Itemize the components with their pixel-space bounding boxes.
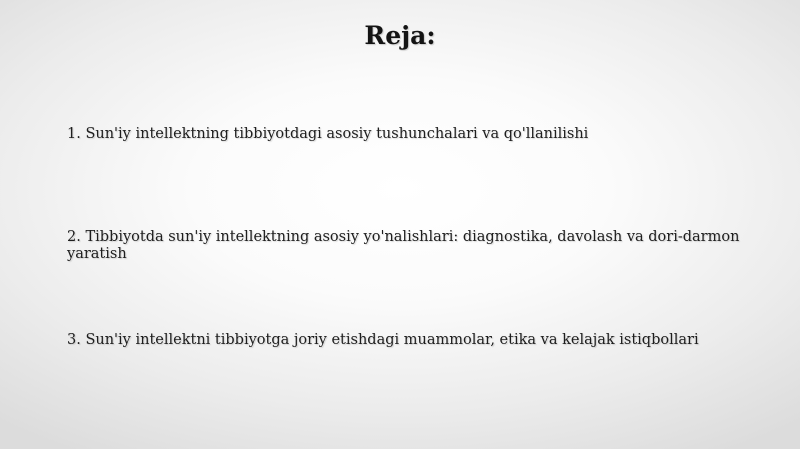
plan-item-1: 1. Sun'iy intellektning tibbiyotdagi asosiy tushunchalari va qo'llanilishi <box>67 126 589 142</box>
slide-title: Reja: <box>364 21 436 50</box>
plan-item-3: 3. Sun'iy intellektni tibbiyotga joriy etishdagi muammolar, etika va kelajak istiqbollari <box>67 332 699 348</box>
plan-item-2: 2. Tibbiyotda sun'iy intellektning asosiy yo'nalishlari: diagnostika, davolash va dori-darmon yaratish <box>67 229 740 262</box>
